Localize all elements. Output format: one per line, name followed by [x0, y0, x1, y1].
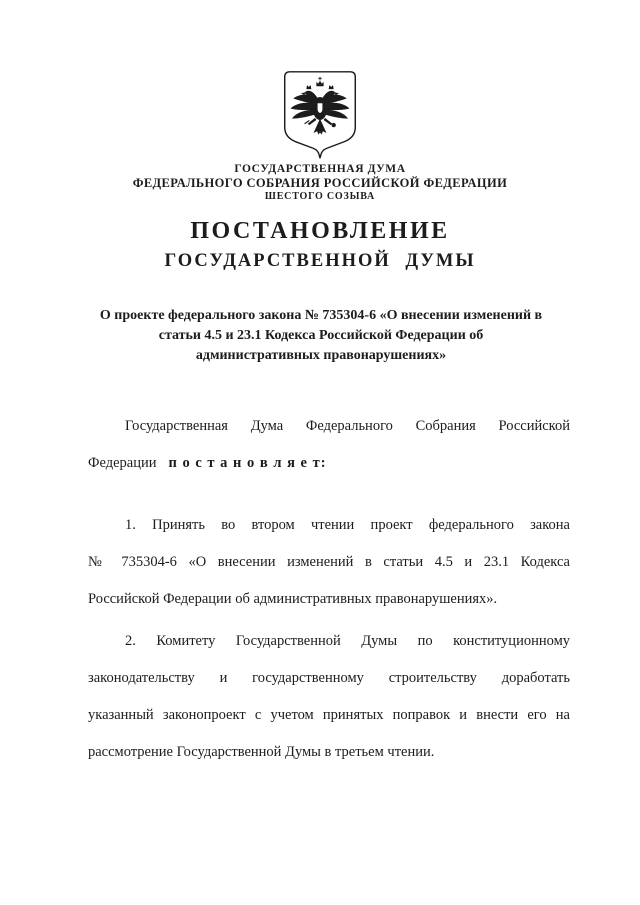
subject-line: статьи 4.5 и 23.1 Кодекса Российской Федерации об: [158, 328, 484, 343]
document-title: [0, 216, 640, 275]
letterhead-line-1: ГОСУДАРСТВЕННАЯ ДУМА: [234, 163, 406, 175]
subject-line: административных правонарушениях»: [195, 348, 447, 363]
letterhead-line-3: ШЕСТОГО СОЗЫВА: [264, 191, 376, 202]
letterhead-line-2: ФЕДЕРАЛЬНОГО СОБРАНИЯ РОССИЙСКОЙ ФЕДЕРАЦИИ: [132, 176, 508, 190]
subject-heading: [80, 306, 562, 366]
text-segment: Государственная Дума Федерального Собрания Российской: [125, 418, 570, 434]
text-segment: законодательству и государственному строительству доработать: [88, 670, 570, 686]
text-line: [88, 734, 570, 771]
text-segment: 2. Комитету Государственной Думы по конституционному: [125, 633, 570, 649]
subject-line: О проекте федерального закона № 735304-6 «О внесении изменений в: [99, 308, 543, 323]
paragraph: [88, 507, 570, 618]
text-line: [88, 408, 570, 445]
text-line: [88, 544, 570, 581]
emphasized-text: п о с т а н о в л я е т:: [168, 455, 327, 471]
text-line: [88, 660, 570, 697]
text-segment: № 735304-6 «О внесении изменений в статьи 4.5 и 23.1 Кодекса: [88, 554, 570, 570]
title-postanovlenie: ПОСТАНОВЛЕНИЕ: [190, 218, 450, 244]
paragraph: [88, 408, 570, 482]
text-line: [88, 581, 570, 618]
title-gosduma: ГОСУДАРСТВЕННОЙ ДУМЫ: [164, 251, 476, 271]
text-line: [88, 697, 570, 734]
text-line: [88, 623, 570, 660]
russia-coat-of-arms-icon: [284, 71, 356, 159]
text-line: [88, 507, 570, 544]
text-segment: Российской Федерации об административных правонарушениях».: [88, 591, 498, 607]
text-segment: Федерации: [88, 455, 157, 471]
text-segment: указанный законопроект с учетом принятых поправок и внести его на: [88, 707, 570, 723]
text-line: [88, 445, 570, 482]
text-segment: 1. Принять во втором чтении проект федерального закона: [125, 517, 570, 533]
letterhead: [0, 162, 640, 204]
text-segment: рассмотрение Государственной Думы в третьем чтении.: [88, 744, 435, 760]
paragraph: [88, 623, 570, 771]
body-text: [88, 408, 570, 771]
